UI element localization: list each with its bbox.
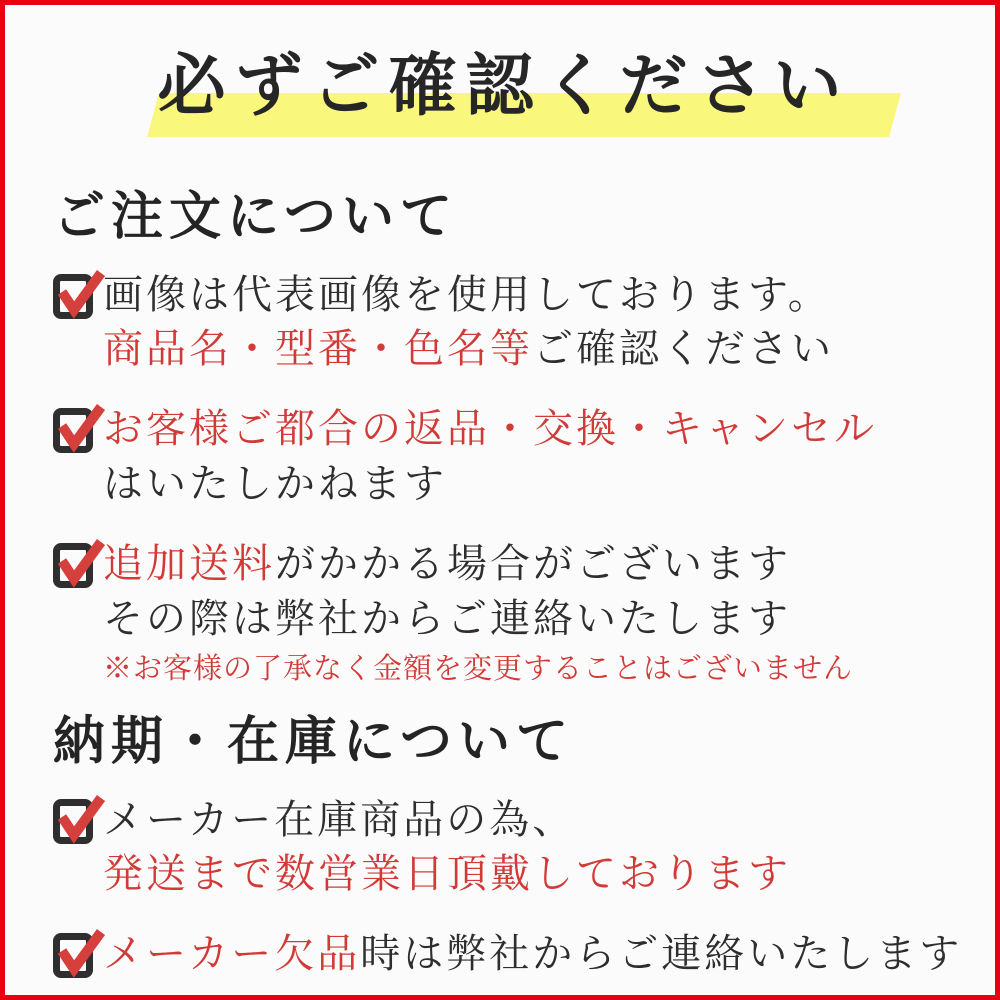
item-line: メーカー欠品時は弊社からご連絡いたします [103, 931, 963, 977]
item-note: ※お客様の了承なく金額を変更することはございません [103, 652, 854, 685]
checkmark-icon [57, 404, 105, 450]
notice-item-extra-shipping [53, 537, 955, 690]
checkmark-icon [57, 795, 105, 841]
checkbox-icon [53, 408, 93, 453]
page-title [53, 41, 955, 145]
page-title-text: 必ずご確認ください [157, 48, 851, 124]
item-line: メーカー在庫商品の為、 [103, 796, 576, 842]
section-heading-order: ご注文について [53, 189, 458, 246]
notice-item-no-returns [53, 402, 955, 511]
notice-item-maker-stock [53, 793, 955, 902]
checkbox-icon [53, 799, 93, 844]
section-heading-delivery-stock: 納期・在庫について [53, 713, 574, 771]
item-line: お客様ご都合の返品・交換・キャンセル [103, 406, 877, 452]
item-line: はいたしかねます [103, 460, 447, 506]
checkmark-icon [57, 929, 105, 975]
notice-item-maker-out-of-stock [53, 927, 963, 981]
item-line: 商品名・型番・色名等ご確認ください [103, 325, 834, 371]
item-line: その際は弊社からご連絡いたします [103, 595, 791, 641]
item-line: 画像は代表画像を使用しております。 [103, 271, 831, 317]
checkbox-icon [53, 274, 93, 319]
checkmark-icon [57, 539, 105, 585]
item-line: 発送まで数営業日頂戴しております [103, 850, 791, 896]
checkbox-icon [53, 933, 93, 978]
item-line: 追加送料がかかる場合がございます [103, 541, 791, 587]
checkbox-icon [53, 543, 93, 588]
notice-item-representative-image [53, 268, 955, 377]
checkmark-icon [57, 270, 105, 316]
